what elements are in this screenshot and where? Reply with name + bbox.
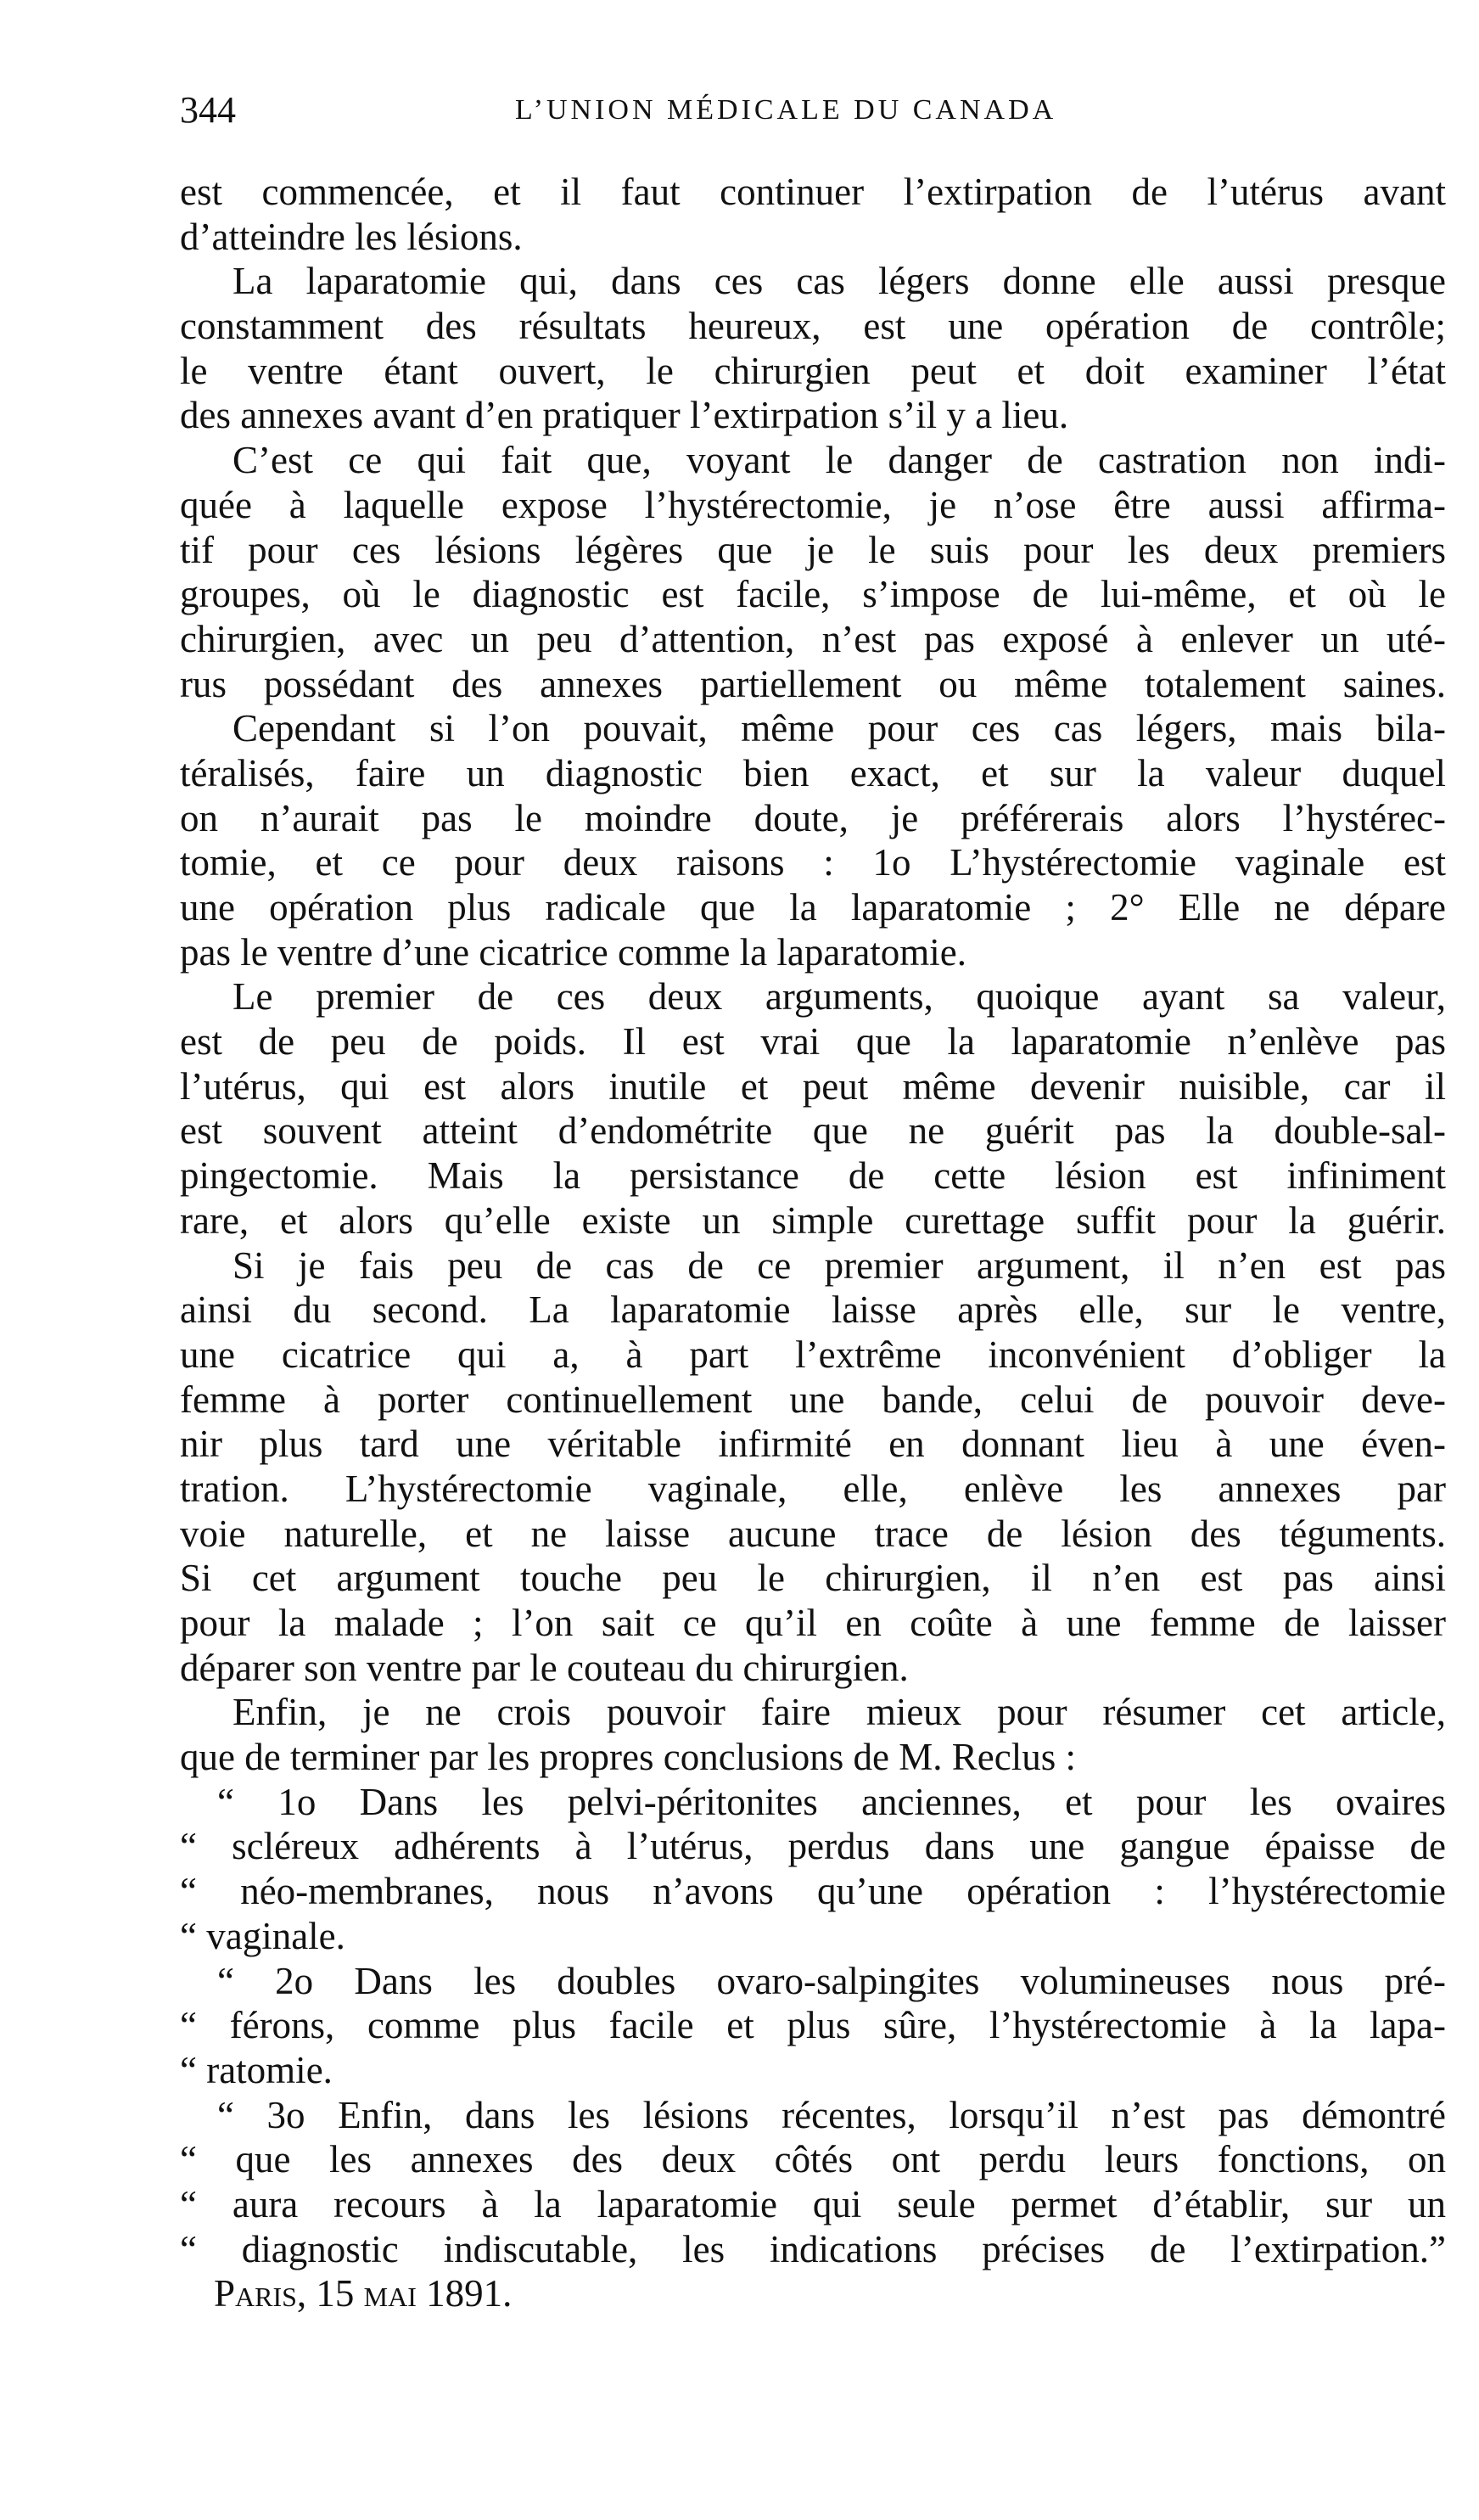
text-line: Cependant si l’on pouvait, même pour ces cas légers, mais bila- xyxy=(232,707,1446,750)
text-line: d’atteindre les lésions. xyxy=(180,215,523,258)
quote-line: “ férons, comme plus facile et plus sûre, l’hystérectomie à la lapa- xyxy=(180,2004,1446,2047)
quote-line: “ aura recours à la laparatomie qui seule permet d’établir, sur un xyxy=(180,2182,1446,2225)
text-line: groupes, où le diagnostic est facile, s’impose de lui-même, et où le xyxy=(180,573,1446,616)
dateline: Paris, 15 mai 1891. xyxy=(214,2272,513,2315)
text-line: on n’aurait pas le moindre doute, je préférerais alors l’hystérec- xyxy=(180,796,1446,839)
text-line: C’est ce qui fait que, voyant le danger de castration non indi- xyxy=(232,439,1446,482)
text-line: est de peu de poids. Il est vrai que la laparatomie n’enlève pas xyxy=(180,1020,1446,1064)
article-body xyxy=(180,170,1446,2316)
text-line: une cicatrice qui a, à part l’extrême inconvénient d’obliger la xyxy=(180,1333,1446,1376)
quote-line: “ 2o Dans les doubles ovaro-salpingites volumineuses nous pré- xyxy=(217,1959,1446,2002)
text-line: l’utérus, qui est alors inutile et peut même devenir nuisible, car il xyxy=(180,1064,1446,1108)
quote-line: “ 3o Enfin, dans les lésions récentes, lorsqu’il n’est pas démontré xyxy=(217,2093,1446,2136)
quote-line: “ 1o Dans les pelvi-péritonites anciennes, et pour les ovaires xyxy=(217,1780,1446,1823)
text-line: Si cet argument touche peu le chirurgien, il n’en est pas ainsi xyxy=(180,1557,1446,1600)
quote-line: “ ratomie. xyxy=(180,2048,333,2091)
text-line: voie naturelle, et ne laisse aucune trace de lésion des téguments. xyxy=(180,1512,1446,1555)
text-line: déparer son ventre par le couteau du chirurgien. xyxy=(180,1646,909,1689)
page-header xyxy=(180,81,1393,140)
text-line: La laparatomie qui, dans ces cas légers donne elle aussi presque xyxy=(232,260,1446,303)
text-line: est souvent atteint d’endométrite que ne guérit pas la double-sal- xyxy=(180,1109,1446,1153)
text-line: Enfin, je ne crois pouvoir faire mieux pour résumer cet article, xyxy=(232,1691,1446,1734)
quote-line: “ vaginale. xyxy=(180,1914,345,1957)
text-line: ainsi du second. La laparatomie laisse après elle, sur le ventre, xyxy=(180,1288,1446,1332)
quote-line: “ diagnostic indiscutable, les indications précises de l’extirpation.” xyxy=(180,2227,1446,2270)
text-line: chirurgien, avec un peu d’attention, n’est pas exposé à enlever un uté- xyxy=(180,617,1446,660)
text-line: rare, et alors qu’elle existe un simple curettage suffit pour la guérir. xyxy=(180,1198,1446,1242)
text-line: le ventre étant ouvert, le chirurgien peut et doit examiner l’état xyxy=(180,349,1446,392)
page-number: 344 xyxy=(180,89,236,131)
text-line: que de terminer par les propres conclusions de M. Reclus : xyxy=(180,1736,1076,1779)
text-line: rus possédant des annexes partiellement ou même totalement saines. xyxy=(180,662,1446,705)
quote-line: “ scléreux adhérents à l’utérus, perdus dans une gangue épaisse de xyxy=(180,1825,1446,1868)
quote-line: “ néo-membranes, nous n’avons qu’une opération : l’hystérectomie xyxy=(180,1870,1446,1913)
text-line: pas le ventre d’une cicatrice comme la laparatomie. xyxy=(180,930,967,974)
text-line: Le premier de ces deux arguments, quoique ayant sa valeur, xyxy=(232,975,1446,1019)
text-line: tration. L’hystérectomie vaginale, elle, enlève les annexes par xyxy=(180,1467,1446,1510)
text-line: quée à laquelle expose l’hystérectomie, je n’ose être aussi affirma- xyxy=(180,483,1446,526)
text-line: des annexes avant d’en pratiquer l’extirpation s’il y a lieu. xyxy=(180,394,1069,437)
text-line: femme à porter continuellement une bande, celui de pouvoir deve- xyxy=(180,1378,1446,1421)
text-line: Si je fais peu de cas de ce premier argument, il n’en est pas xyxy=(232,1243,1446,1287)
text-line: pingectomie. Mais la persistance de cette lésion est infiniment xyxy=(180,1154,1446,1198)
text-line: tif pour ces lésions légères que je le suis pour les deux premiers xyxy=(180,528,1446,571)
running-title: L’UNION MÉDICALE DU CANADA xyxy=(515,94,1057,126)
text-line: constamment des résultats heureux, est une opération de contrôle; xyxy=(180,305,1446,348)
text-line: pour la malade ; l’on sait ce qu’il en coûte à une femme de laisser xyxy=(180,1602,1446,1644)
text-line: est commencée, et il faut continuer l’extirpation de l’utérus avant xyxy=(180,171,1446,213)
quote-line: “ que les annexes des deux côtés ont perdu leurs fonctions, on xyxy=(180,2138,1446,2181)
text-line: nir plus tard une véritable infirmité en donnant lieu à une éven- xyxy=(180,1423,1446,1466)
text-line: une opération plus radicale que la laparatomie ; 2° Elle ne dépare xyxy=(180,886,1446,929)
text-line: tomie, et ce pour deux raisons : 1o L’hystérectomie vaginale est xyxy=(180,841,1446,884)
text-line: téralisés, faire un diagnostic bien exact, et sur la valeur duquel xyxy=(180,751,1446,794)
